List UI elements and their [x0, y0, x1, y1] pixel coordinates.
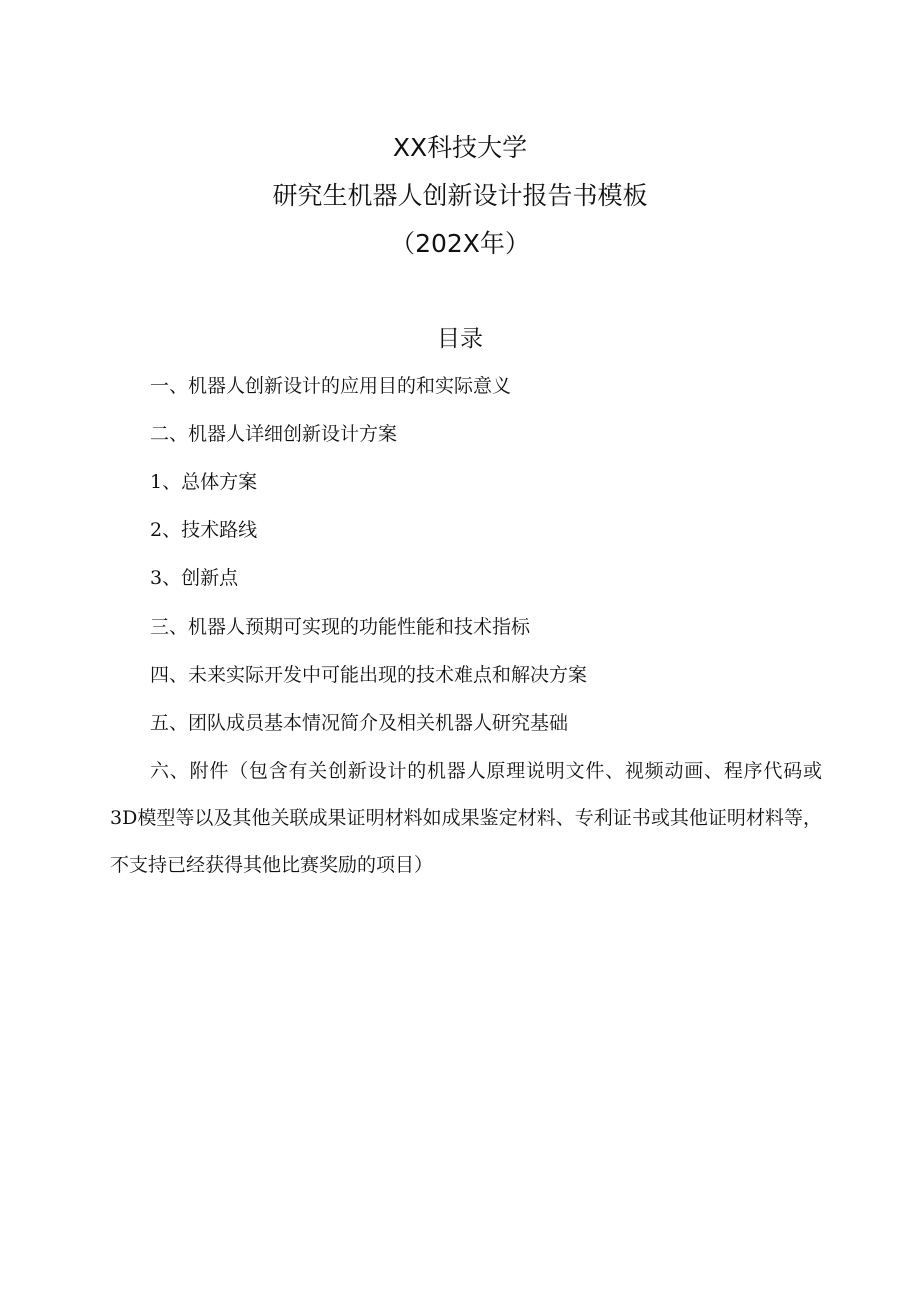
toc-heading: 目录: [437, 326, 483, 352]
toc-item-4: 四、未来实际开发中可能出现的技术难点和解决方案: [150, 664, 588, 686]
toc-item-2-1: 1、总体方案: [150, 471, 258, 493]
toc-item-6: 六、附件（包含有关创新设计的机器人原理说明文件、视频动画、程序代码或3D模型等以及其他关联成果证明材料如成果鉴定材料、专利证书或其他证明材料等，不支持已经获得其他比赛奖励的项目）: [110, 760, 822, 876]
toc-item-5: 五、团队成员基本情况简介及相关机器人研究基础: [150, 712, 569, 734]
toc-item-2-2: 2、技术路线: [150, 519, 258, 541]
title-year: （202X年）: [390, 229, 530, 258]
title-report-name: 研究生机器人创新设计报告书模板: [272, 181, 648, 210]
toc-item-3: 三、机器人预期可实现的功能性能和技术指标: [150, 616, 531, 638]
toc-item-1: 一、机器人创新设计的应用目的和实际意义: [150, 375, 512, 397]
title-university: XX科技大学: [392, 133, 528, 162]
toc-item-2-3: 3、创新点: [150, 567, 239, 589]
toc-item-2: 二、机器人详细创新设计方案: [150, 423, 398, 445]
